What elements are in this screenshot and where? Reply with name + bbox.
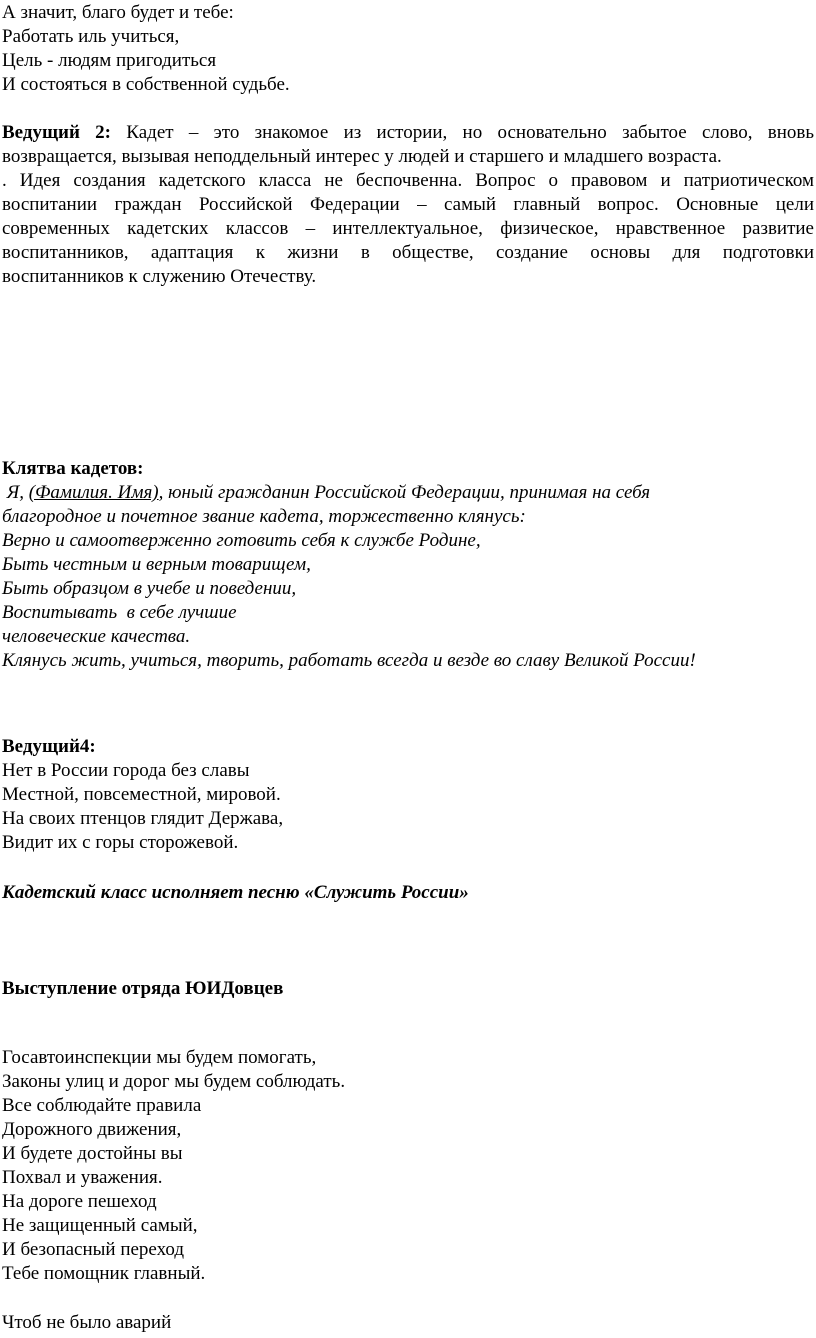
poem-line: Законы улиц и дорог мы будем соблюдать.: [2, 1071, 346, 1092]
poem-line: Все соблюдайте правила: [2, 1095, 202, 1116]
oath-line: [2, 481, 814, 505]
oath-line: Быть образцом в учебе и поведении,: [2, 578, 297, 599]
poem-line: Работать иль учиться,: [2, 26, 180, 47]
poem-line: Госавтоинспекции мы будем помогать,: [2, 1047, 317, 1068]
oath-line: благородное и почетное звание кадета, торжественно клянусь:: [2, 506, 526, 527]
poem-line: И состояться в собственной судьбе.: [2, 74, 290, 95]
poem-line: На дороге пешеход: [2, 1191, 157, 1212]
poem-line: И будете достойны вы: [2, 1143, 183, 1164]
poem-line: И безопасный переход: [2, 1239, 185, 1260]
oath-line: человеческие качества.: [2, 626, 191, 647]
yuid-title: Выступление отряда ЮИДовцев: [2, 978, 284, 999]
yuid-poem: [2, 1046, 814, 1286]
poem-line: Дорожного движения,: [2, 1119, 182, 1140]
poem-line: Чтоб не было аварий: [2, 1312, 172, 1333]
name-placeholder: (Фамилия. Имя): [28, 482, 159, 503]
yuid-title-block: [2, 977, 814, 1001]
poem-line: А значит, благо будет и тебе:: [2, 2, 234, 23]
poem-line: Местной, повсеместной, мировой.: [2, 784, 281, 805]
host2-paragraph: [2, 121, 814, 289]
host2-text: Кадет – это знакомое из истории, но основательно забытое слово, вновь: [111, 122, 814, 143]
cadet-oath: [2, 457, 814, 673]
host2-line: воспитании граждан Российской Федерации – самый главный вопрос. Основные цели: [2, 194, 814, 215]
host2-line: современных кадетских классов – интеллектуальное, физическое, нравственное развитие: [2, 218, 814, 239]
host2-line: . Идея создания кадетского класса не беспочвенна. Вопрос о правовом и патриотическом: [2, 170, 814, 191]
yuid-last-block: [2, 1311, 814, 1335]
poem-line: На своих птенцов глядит Держава,: [2, 808, 284, 829]
host2-line: воспитанников к служению Отечеству.: [2, 266, 317, 287]
poem-line: Тебе помощник главный.: [2, 1263, 206, 1284]
oath-line: Воспитывать в себе лучшие: [2, 602, 237, 623]
host2-line: [2, 121, 814, 145]
host4-block: [2, 735, 814, 855]
oath-line: Верно и самоотверженно готовить себя к службе Родине,: [2, 530, 481, 551]
song-note-block: [2, 881, 814, 905]
oath-line: Клянусь жить, учиться, творить, работать всегда и везде во славу Великой России!: [2, 650, 696, 671]
oath-text: Я,: [2, 482, 29, 503]
song-note: Кадетский класс исполняет песню «Служить России»: [2, 882, 469, 903]
host4-label: Ведущий4:: [2, 736, 96, 757]
poem-line: Нет в России города без славы: [2, 760, 250, 781]
oath-title: Клятва кадетов:: [2, 458, 144, 479]
poem-line: Похвал и уважения.: [2, 1167, 163, 1188]
poem-line: Видит их с горы сторожевой.: [2, 832, 239, 853]
poem-line: Цель - людям пригодиться: [2, 50, 217, 71]
host2-line: воспитанников, адаптация к жизни в обществе, создание основы для подготовки: [2, 242, 814, 263]
poem-line: Не защищенный самый,: [2, 1215, 198, 1236]
host2-line: возвращается, вызывая неподдельный интерес у людей и старшего и младшего возраста.: [2, 146, 722, 167]
oath-text: , юный гражданин Российской Федерации, принимая на себя: [158, 482, 651, 503]
opening-poem: [2, 1, 814, 97]
host2-label: Ведущий 2:: [2, 122, 112, 143]
oath-line: Быть честным и верным товарищем,: [2, 554, 311, 575]
